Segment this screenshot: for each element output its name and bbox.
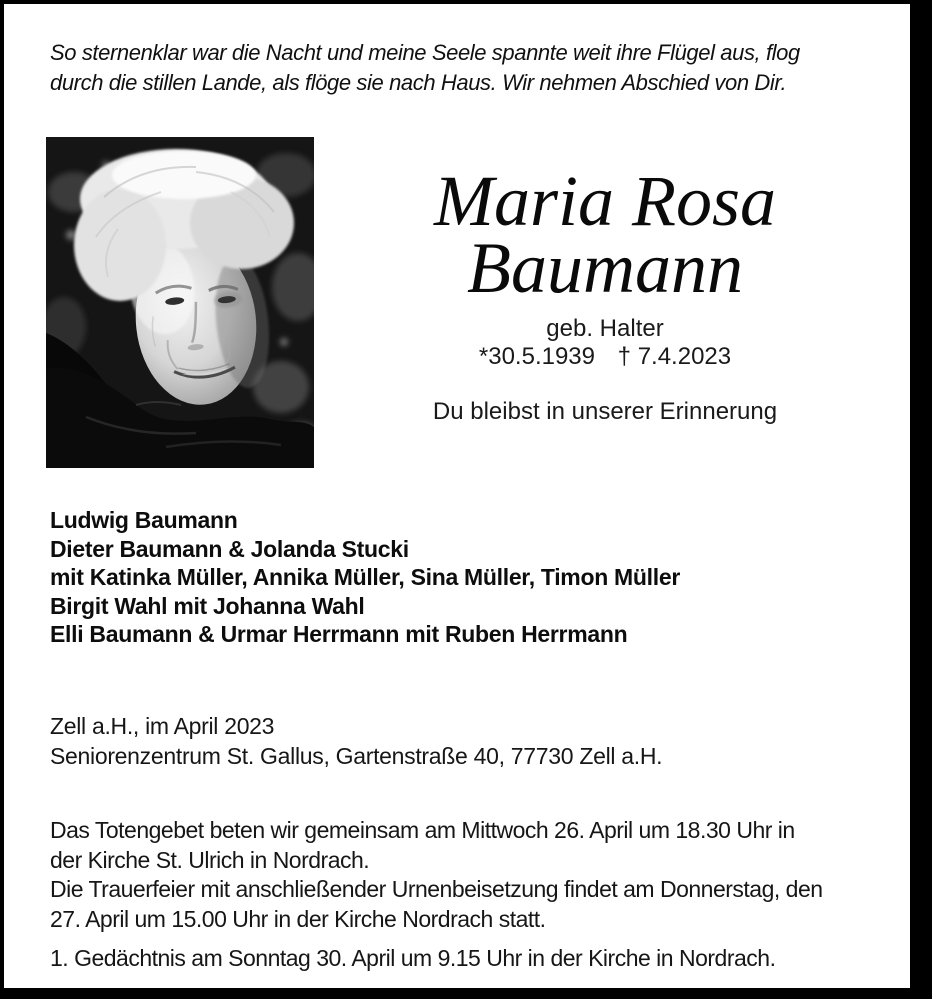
scan-border-left <box>0 0 4 999</box>
place-date-line: Zell a.H., im April 2023 <box>50 713 275 739</box>
deceased-name <box>320 161 890 308</box>
trauerfeier-line: 27. April um 15.00 Uhr in der Kirche Nordrach statt. <box>50 905 546 932</box>
opening-quote-line: So sternenklar war die Nacht und meine Seele spannte weit ihre Flügel aus, flog <box>50 40 800 65</box>
mourners-list <box>50 506 680 649</box>
mourner-line: mit Katinka Müller, Annika Müller, Sina Müller, Timon Müller <box>50 564 680 591</box>
place-address-block <box>50 712 662 771</box>
portrait-photo <box>46 137 314 468</box>
deceased-first-names: Maria Rosa <box>434 161 776 241</box>
totengebet-line: Das Totengebet beten wir gemeinsam am Mittwoch 26. April um 18.30 Uhr in <box>50 817 795 843</box>
deceased-identity-block <box>320 161 890 426</box>
scan-border-top <box>0 0 932 4</box>
trauerfeier-line: Die Trauerfeier mit anschließender Urnenbeisetzung findet am Donnerstag, den <box>50 876 823 902</box>
opening-quote-line: durch die stillen Lande, als flöge sie nach Haus. Wir nehmen Abschied von Dir. <box>50 70 787 95</box>
address-line: Seniorenzentrum St. Gallus, Gartenstraße 40, 77730 Zell a.H. <box>50 742 663 769</box>
totengebet-line: der Kirche St. Ulrich in Nordrach. <box>50 846 370 873</box>
remembrance-line: Du bleibst in unserer Erinnerung <box>432 398 778 425</box>
death-date: † 7.4.2023 <box>617 343 732 370</box>
life-dates <box>320 343 890 370</box>
mourner-line: Ludwig Baumann <box>50 507 238 533</box>
scan-border-right <box>910 0 932 999</box>
mourner-line: Dieter Baumann & Jolanda Stucki <box>50 535 409 562</box>
deceased-last-name: Baumann <box>467 228 743 308</box>
birth-date: *30.5.1939 <box>478 343 595 370</box>
mourner-line: Birgit Wahl mit Johanna Wahl <box>50 592 365 619</box>
memorial-service-line: 1. Gedächtnis am Sonntag 30. April um 9.15 Uhr in der Kirche in Nordrach. <box>50 945 776 971</box>
mourner-line: Elli Baumann & Urmar Herrmann mit Ruben Herrmann <box>50 621 628 648</box>
opening-quote <box>50 38 800 98</box>
service-announcements <box>50 816 823 934</box>
portrait-photo-image <box>46 137 314 468</box>
scan-border-bottom <box>0 988 932 999</box>
maiden-name: geb. Halter <box>546 315 664 342</box>
